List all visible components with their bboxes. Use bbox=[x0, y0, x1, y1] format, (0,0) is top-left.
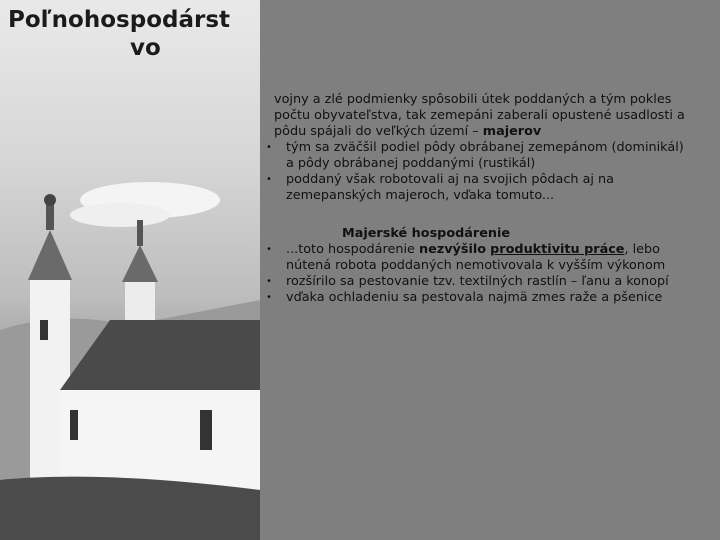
church-photo bbox=[0, 0, 260, 540]
bullet-a-post: , lebo nútená robota poddaných nemotivovala k vyšším výkonom bbox=[286, 242, 666, 273]
list-item bbox=[252, 140, 687, 172]
bullet-a-pre: ...toto hospodárenie bbox=[286, 242, 419, 257]
list-item bbox=[252, 242, 687, 274]
list-item-text bbox=[286, 242, 687, 274]
list-item bbox=[252, 274, 687, 290]
intro-text: vojny a zlé podmienky spôsobili útek poddaných a tým pokles počtu obyvateľstva, tak zemepáni zaberali opustené usadlosti a pôdu spájali do veľkých území – bbox=[274, 92, 685, 139]
bullet-icon: • bbox=[266, 244, 272, 255]
bullet-a-bold2: produktivitu práce bbox=[490, 242, 625, 257]
list-item-text: vďaka ochladeniu sa pestovala najmä zmes raže a pšenice bbox=[286, 290, 663, 305]
bullet-icon: • bbox=[266, 142, 272, 153]
title-line-1: Poľnohospodárst bbox=[8, 7, 231, 33]
list-item-text: rozšírilo sa pestovanie tzv. textilných rastlín – ľanu a konopí bbox=[286, 274, 669, 289]
bullet-icon: • bbox=[266, 174, 272, 185]
bullet-icon: • bbox=[266, 292, 272, 303]
bullet-a-bold1: nezvýšilo bbox=[418, 242, 487, 257]
list-item bbox=[252, 172, 687, 204]
bullet-icon: • bbox=[266, 276, 272, 287]
content-block bbox=[252, 92, 687, 306]
intro-paragraph bbox=[252, 92, 687, 140]
title-line-2: vo bbox=[130, 35, 161, 61]
intro-bold: majerov bbox=[482, 124, 542, 139]
page-title bbox=[8, 6, 308, 62]
list-item-text: tým sa zväčšil podiel pôdy obrábanej zemepánom (dominikál) a pôdy obrábanej poddanými (rustikál) bbox=[286, 140, 684, 171]
list-item-text: poddaný však robotovali aj na svojich pôdach aj na zemepanských majeroch, vďaka tomuto... bbox=[286, 172, 614, 203]
section-heading: Majerské hospodárenie bbox=[342, 226, 511, 241]
list-item bbox=[252, 290, 687, 306]
